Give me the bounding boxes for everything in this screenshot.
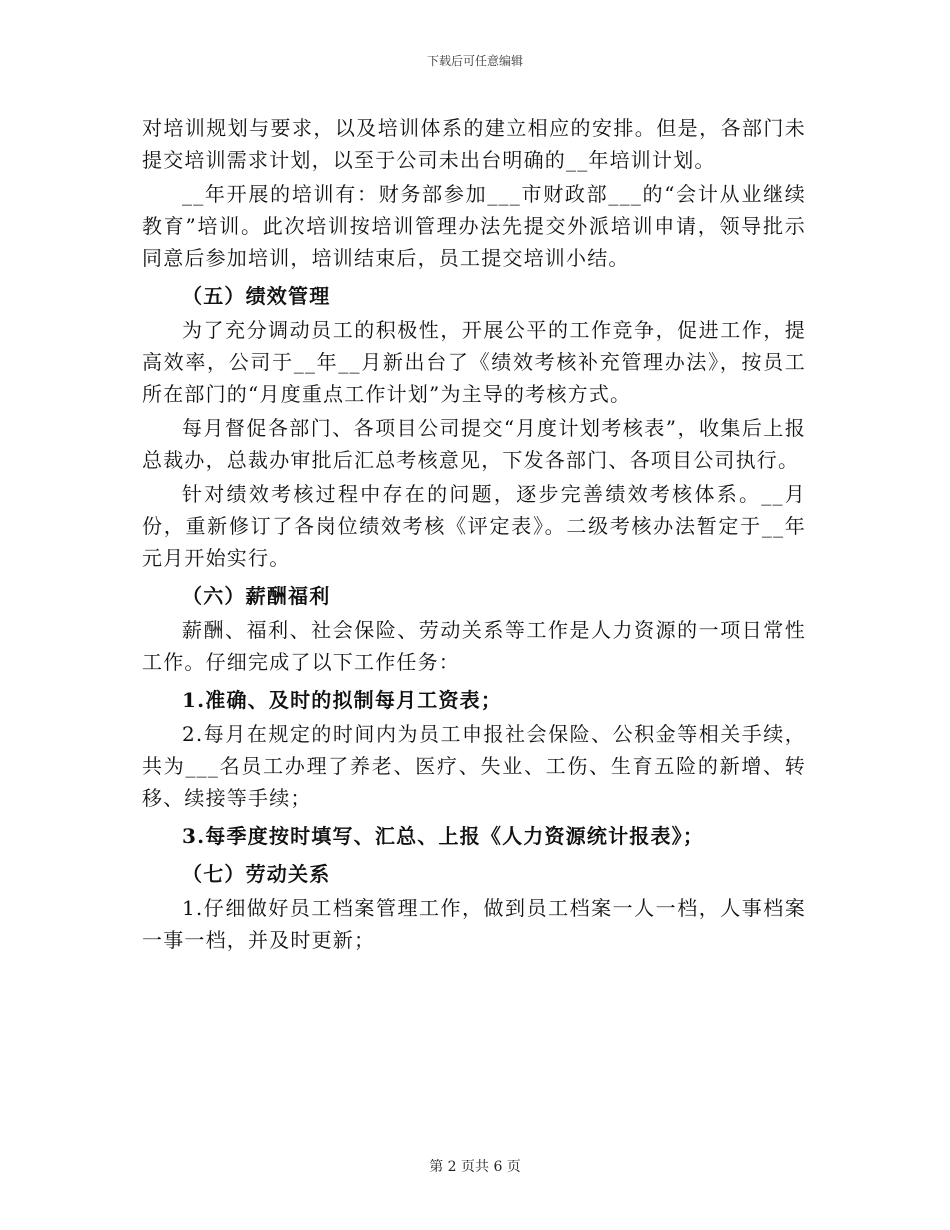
list-item-social-insurance: 2.每月在规定的时间内为员工申报社会保险、公积金等相关手续，共为___名员工办理了养老、医疗、失业、工伤、生育五险的新增、转移、续接等手续； xyxy=(142,722,806,810)
list-item-archives: 1.仔细做好员工档案管理工作，做到员工档案一人一档，人事档案一事一档，并及时更新； xyxy=(142,896,806,952)
section-heading-compensation: （六）薪酬福利 xyxy=(182,584,331,608)
paragraph-training-plan: 对培训规划与要求，以及培训体系的建立相应的安排。但是，各部门未提交培训需求计划，以至于公司未出台明确的__年培训计划。 xyxy=(142,116,806,172)
paragraph-improvement: 针对绩效考核过程中存在的问题，逐步完善绩效考核体系。__月份，重新修订了各岗位绩效考核《评定表》。二级考核办法暂定于__年元月开始实行。 xyxy=(142,482,806,570)
section-heading-performance: （五）绩效管理 xyxy=(182,284,331,308)
paragraph-performance-intro: 为了充分调动员工的积极性，开展公平的工作竞争，促进工作，提高效率，公司于__年__月新出台了《绩效考核补充管理办法》，按员工所在部门的“月度重点工作计划”为主导的考核方式。 xyxy=(142,318,806,406)
page-footer: 第 2 页共 6 页 xyxy=(429,1159,521,1175)
section-heading-labor-relations: （七）劳动关系 xyxy=(182,862,331,886)
paragraph-training-conducted: __年开展的培训有：财务部参加___市财政部___的“会计从业继续教育”培训。此次培训按培训管理办法先提交外派培训申请，领导批示同意后参加培训，培训结束后，员工提交培训小结。 xyxy=(142,182,806,270)
page-header: 下载后可任意编辑 xyxy=(426,54,523,68)
list-item-statistics-report: 3.每季度按时填写、汇总、上报《人力资源统计报表》； xyxy=(182,824,705,848)
paragraph-compensation-intro: 薪酬、福利、社会保险、劳动关系等工作是人力资源的一项日常性工作。仔细完成了以下工作任务： xyxy=(142,618,806,674)
document-body xyxy=(142,112,806,956)
list-item-payroll: 1.准确、及时的拟制每月工资表； xyxy=(182,688,503,712)
paragraph-monthly-review: 每月督促各部门、各项目公司提交“月度计划考核表”，收集后上报总裁办，总裁办审批后汇总考核意见，下发各部门、各项目公司执行。 xyxy=(142,416,806,472)
